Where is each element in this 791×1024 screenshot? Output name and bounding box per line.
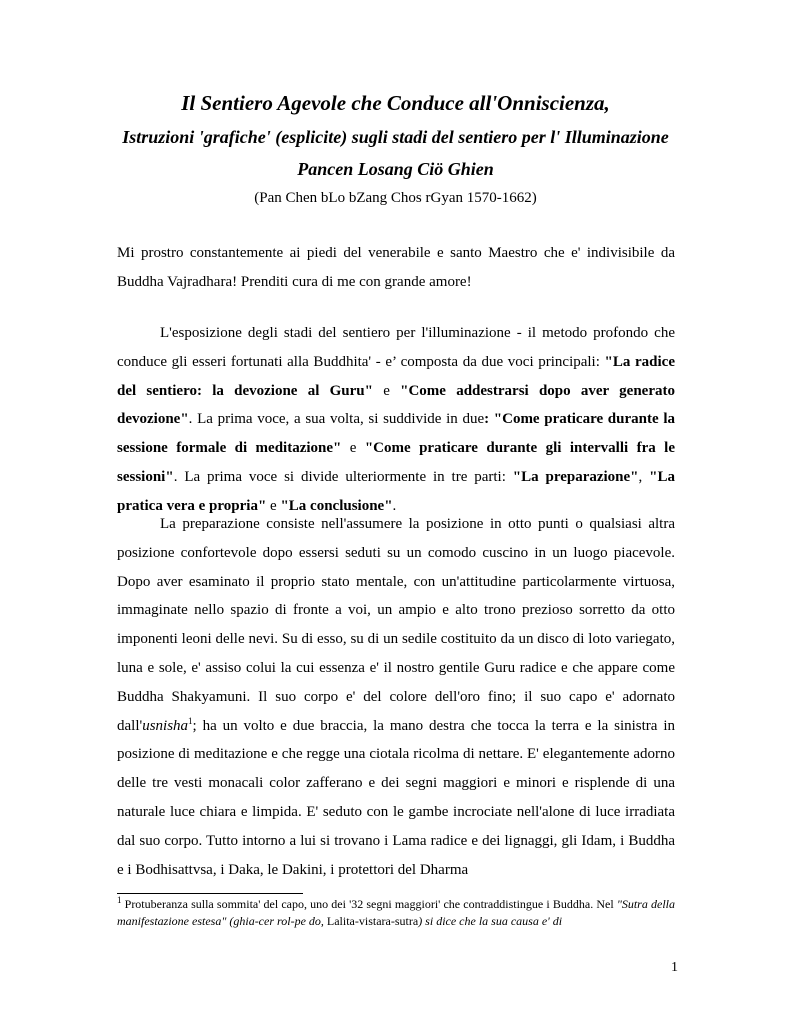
footnote [117, 896, 675, 930]
bold-phrase: "Come addestrarsi dopo aver generato devozione" [117, 382, 675, 428]
bold-phrase: "La radice del sentiero: la devozione al Guru" [117, 353, 675, 399]
footnote-reference[interactable]: 1 [188, 715, 193, 726]
paragraph-text: ; ha un volto e due braccia, la mano destra che tocca la terra e la sinistra in posizione di meditazione e che regge una ciotala ricolma di nettare. E' elegantemente adorno delle tre vesti monacali color zafferano e dei segni maggiori e minori e risplende di una naturale luce chiara e limpida. E' seduto con le gambe incrociate nell'alone di luce irradiata dal suo corpo. Tutto intorno a lui si trovano i Lama radice e dei lignaggi, gli Idam, i Buddha e i Bodhisattvsa, i Daka, le Dakini, i protettori del Dharma [117, 717, 675, 878]
paragraph-homage: Mi prostro constantemente ai piedi del venerabile e santo Maestro che e' indivisibile da Buddha Vajradhara! Prenditi cura di me con grande amore! [117, 245, 675, 290]
italic-term: usnisha [142, 717, 189, 734]
footnote-text: Protuberanza sulla sommita' del capo, uno dei '32 segni maggiori' che contraddistingue i Buddha. Nel [121, 897, 617, 911]
author-name: Pancen Losang Ciö Ghien [297, 159, 494, 179]
footnote-italic: "Sutra della manifestazione estesa" (ghia-cer rol-pe do, [117, 897, 675, 928]
paragraph-text: La preparazione consiste nell'assumere la posizione in otto punti o qualsiasi altra posizione confortevole dopo essersi seduti su un comodo cuscino in un luogo piacevole. Dopo aver esaminato il proprio stato mentale, con un'attitudine particolarmente virtuosa, immaginate nello spazio di fronte a voi, un ampio e alto trono prezioso sorretto da otto imponenti leoni delle nevi. Su di esso, su di un sedile costituito da un disco di loto variegato, luna e sole, e' assiso colui la cui essenza e' il nostro gentile Guru radice e che appare come Buddha Shakyamuni. Il suo corpo e' del colore dell'oro fino; il suo capo e' adornato dall' [117, 516, 675, 734]
document-title: Il Sentiero Agevole che Conduce all'Onniscienza, [181, 91, 610, 115]
paragraph-text: . La prima voce si divide ulteriormente in tre parti: [173, 468, 513, 485]
paragraph-preparation [117, 510, 675, 884]
document-subtitle: Istruzioni 'grafiche' (esplicite) sugli stadi del sentiero per l' Illuminazione [122, 127, 669, 147]
paragraph-text: , [638, 468, 650, 485]
author-tibetan-name: (Pan Chen bLo bZang Chos rGyan 1570-1662) [254, 190, 537, 206]
page-number: 1 [671, 960, 678, 975]
footnote-separator [117, 893, 303, 894]
paragraph-text: e [266, 497, 281, 514]
paragraph-text: . [392, 497, 397, 514]
footnote-number: 1 [117, 895, 122, 905]
paragraph-text: e [341, 440, 365, 457]
bold-phrase: "Come praticare durante gli intervalli fra le sessioni" [117, 440, 675, 485]
bold-phrase: "La pratica vera e propria" [117, 468, 675, 514]
paragraph-text: . La prima voce, a sua volta, si suddivide in due [188, 411, 485, 428]
paragraph-text: L'esposizione degli stadi del sentiero per l'illuminazione - il metodo profondo che conduce gli esseri fortunati alla Buddhita' - e’ composta da due voci principali: [117, 325, 675, 370]
paragraph-outline [117, 319, 675, 521]
footnote-italic: ) si dice che la sua causa e' di [418, 914, 563, 928]
footnote-text: Lalita-vistara-sutra [323, 914, 419, 928]
bold-phrase: : "Come praticare durante la sessione formale di meditazione" [117, 411, 675, 457]
bold-phrase: "La preparazione" [512, 468, 639, 485]
paragraph-text: e [372, 382, 401, 399]
bold-phrase: "La conclusione" [280, 497, 393, 514]
